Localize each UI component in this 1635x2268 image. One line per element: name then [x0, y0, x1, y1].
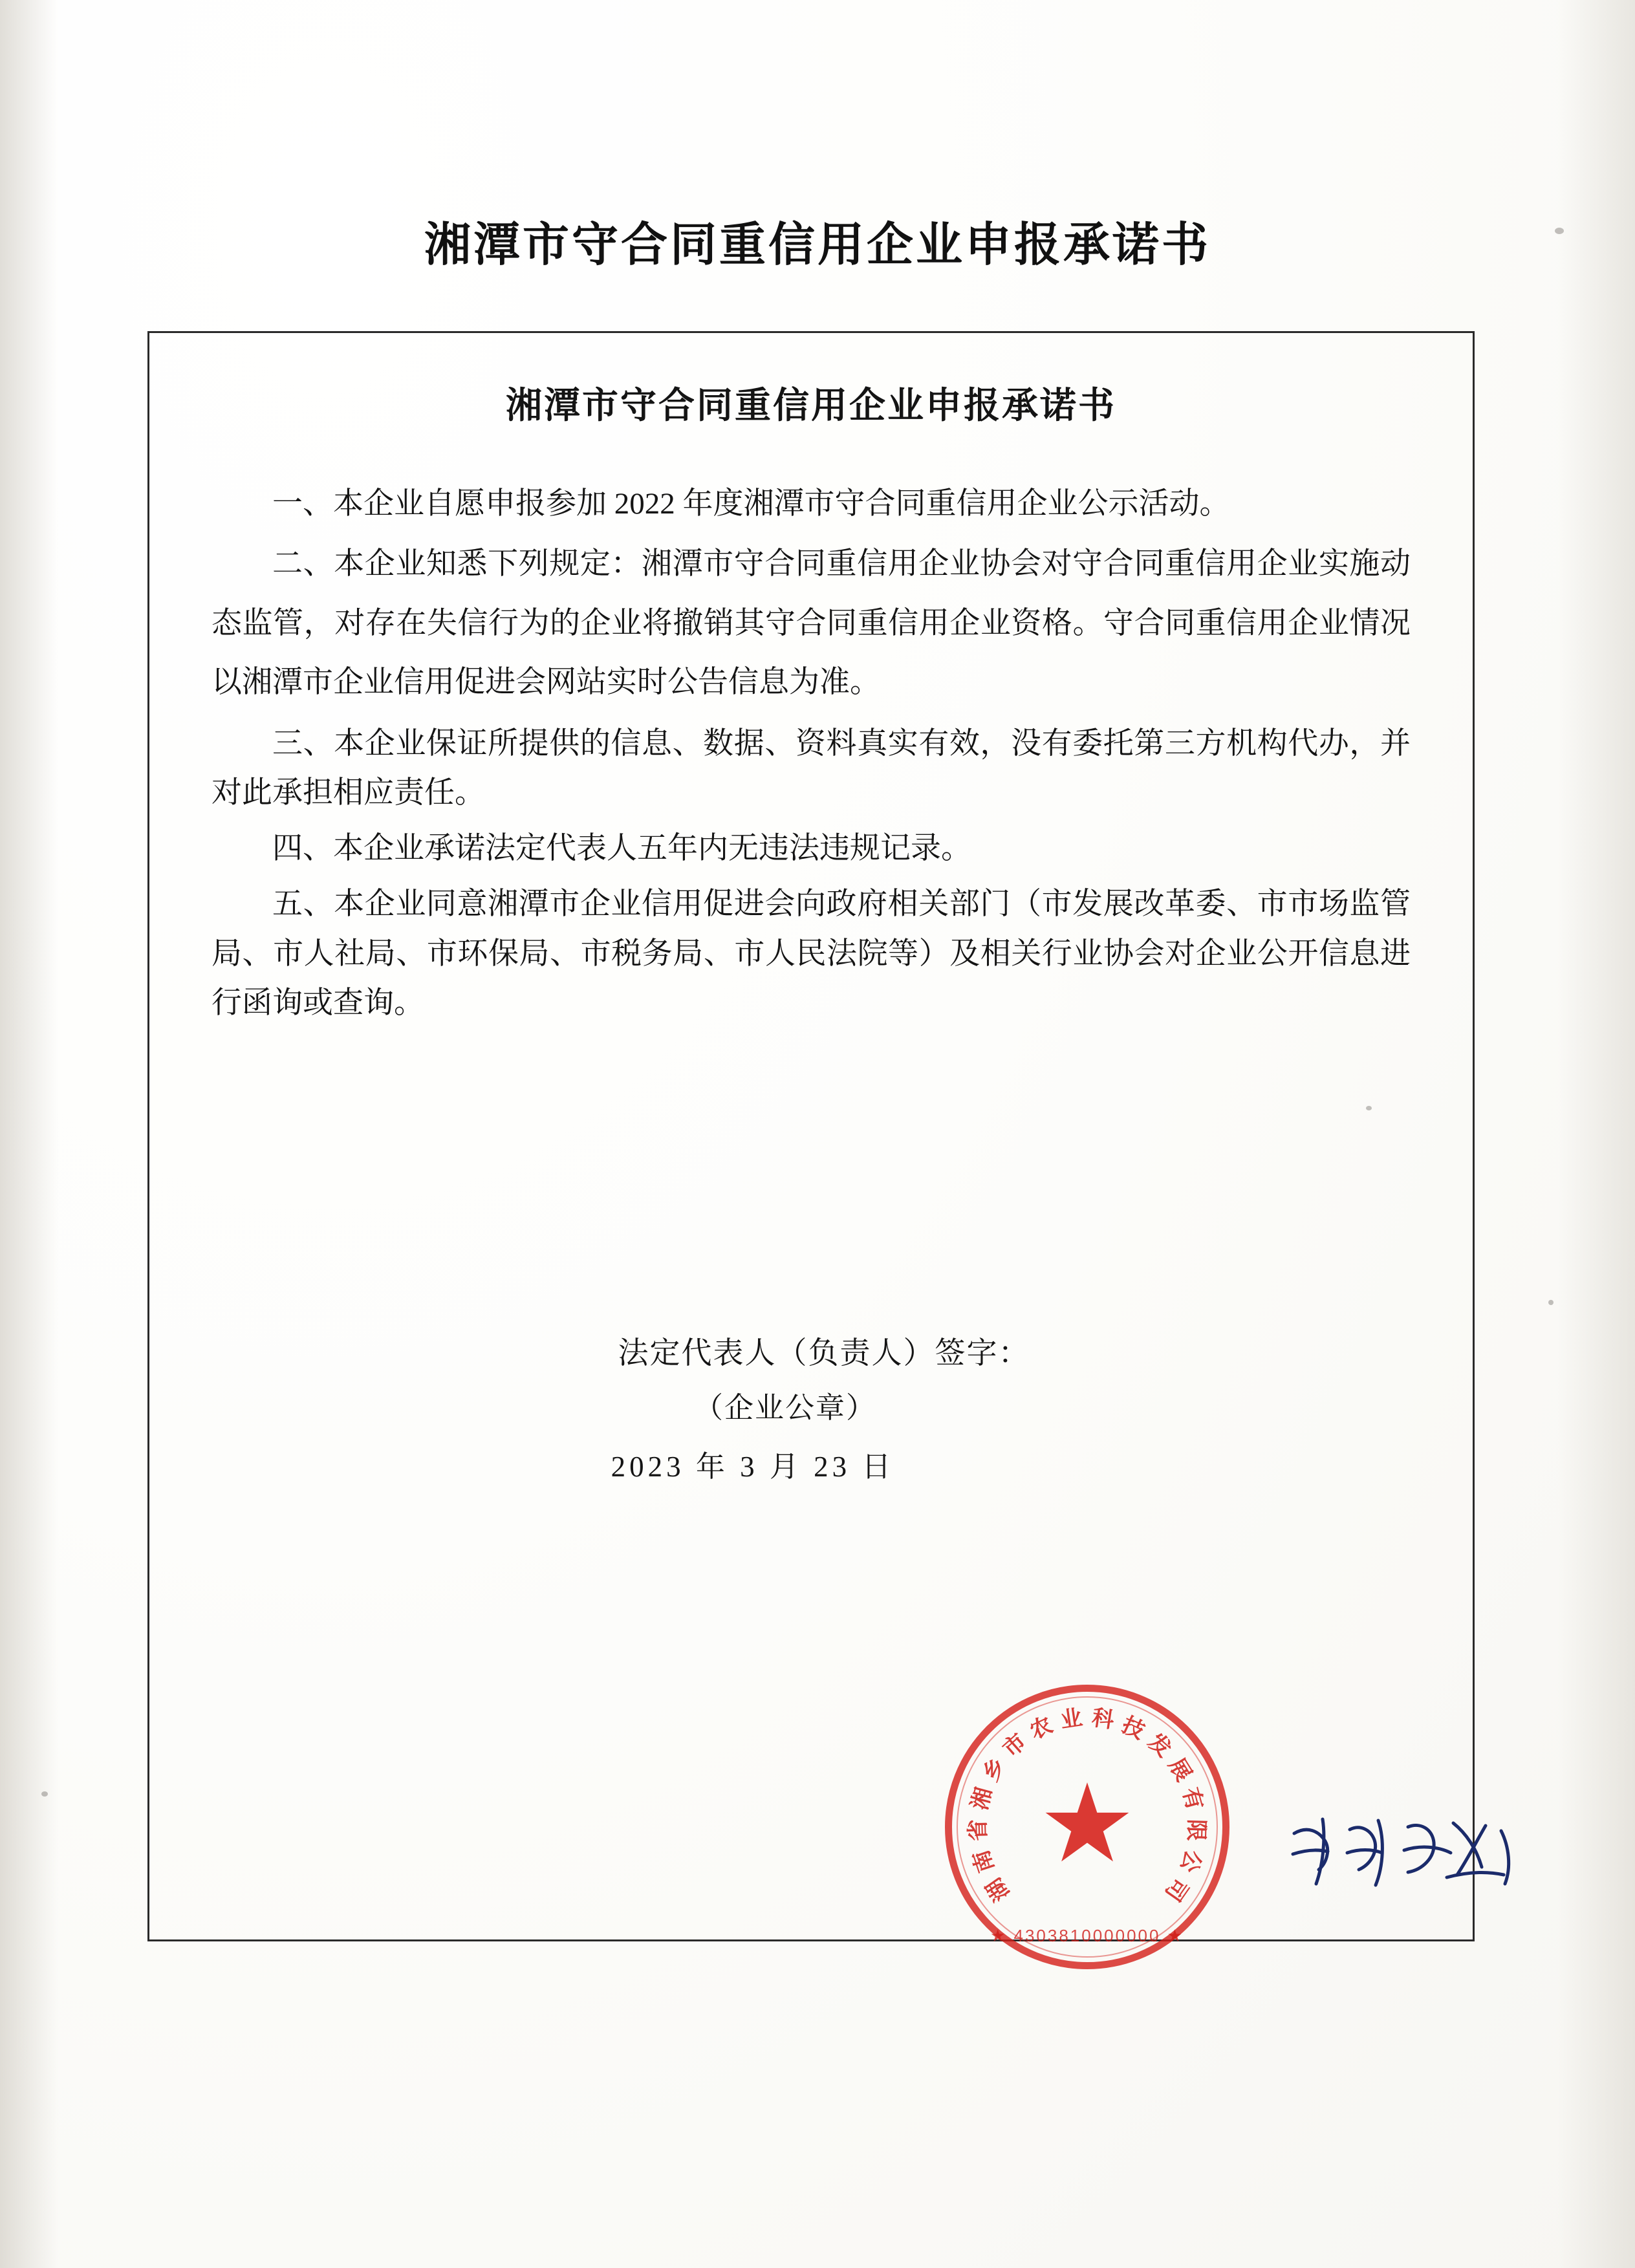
company-seal-note: （企业公章）: [693, 1392, 876, 1424]
seal-arc-char: 湘: [967, 1785, 997, 1813]
clause-paragraph-1: 一、本企业自愿申报参加 2022 年度湘潭市守合同重信用企业公示活动。: [272, 487, 1230, 521]
signature-date: 2023 年 3 月 23 日: [611, 1451, 895, 1483]
seal-arc-char: 司: [1160, 1873, 1193, 1906]
seal-arc-char: 乡: [978, 1754, 1011, 1786]
seal-arc-char: 展: [1164, 1754, 1196, 1786]
seal-arc-char: 湖: [981, 1873, 1015, 1906]
seal-arc-char: 发: [1143, 1729, 1176, 1762]
seal-arc-char: 公: [1175, 1846, 1206, 1876]
seal-arc-char: 限: [1183, 1819, 1209, 1842]
clause-paragraph-3: 三、本企业保证所提供的信息、数据、资料真实有效，没有委托第三方机构代办，并对此承担相应责任。: [211, 727, 1411, 810]
legal-representative-signature-line: 法定代表人（负责人）签字：: [618, 1337, 1030, 1370]
seal-arc-char: 农: [1026, 1712, 1057, 1744]
document-outer-title: 湘潭市守合同重信用企业申报承诺书: [424, 219, 1211, 271]
seal-arc-text: [945, 1685, 1229, 1969]
handwritten-signature: [1288, 1808, 1521, 1905]
clause-paragraph-4: 四、本企业承诺法定代表人五年内无违法违规记录。: [272, 832, 971, 866]
seal-arc-char: 科: [1090, 1705, 1116, 1733]
seal-bottom-code: ★ 4303810000000 ★: [990, 1926, 1185, 1945]
seal-arc-char: 有: [1178, 1785, 1207, 1813]
seal-arc-char: 业: [1059, 1705, 1085, 1733]
seal-arc-char: 省: [966, 1819, 991, 1842]
clause-paragraph-2: 二、本企业知悉下列规定：湘潭市守合同重信用企业协会对守合同重信用企业实施动态监管，对存在失信行为的企业将撤销其守合同重信用企业资格。守合同重信用企业情况以湘潭市企业信用促进会网站实时公告信息为准。: [211, 547, 1411, 700]
seal-star-icon: ★: [1038, 1764, 1136, 1885]
document-frame: [147, 331, 1475, 1945]
scan-speck: [1548, 1300, 1554, 1305]
scan-speck: [1555, 228, 1564, 234]
seal-arc-char: 南: [968, 1846, 999, 1876]
seal-inner-ring: [957, 1696, 1218, 1958]
seal-arc-char: 市: [998, 1729, 1032, 1762]
seal-arc-char: 技: [1118, 1712, 1149, 1744]
document-inner-title: 湘潭市守合同重信用企业申报承诺书: [506, 386, 1116, 426]
scan-speck: [41, 1791, 48, 1797]
scan-speck: [1366, 1106, 1372, 1110]
seal-outer-ring: [945, 1685, 1229, 1969]
signature-block: [149, 1329, 1473, 1485]
clause-paragraph-5: 五、本企业同意湘潭市企业信用促进会向政府相关部门（市发展改革委、市市场监管局、市人社局、市环保局、市税务局、市人民法院等）及相关行业协会对企业公开信息进行函询或查询。: [211, 887, 1411, 1020]
document-body: [211, 479, 1411, 1028]
company-seal-stamp: [945, 1685, 1229, 1969]
